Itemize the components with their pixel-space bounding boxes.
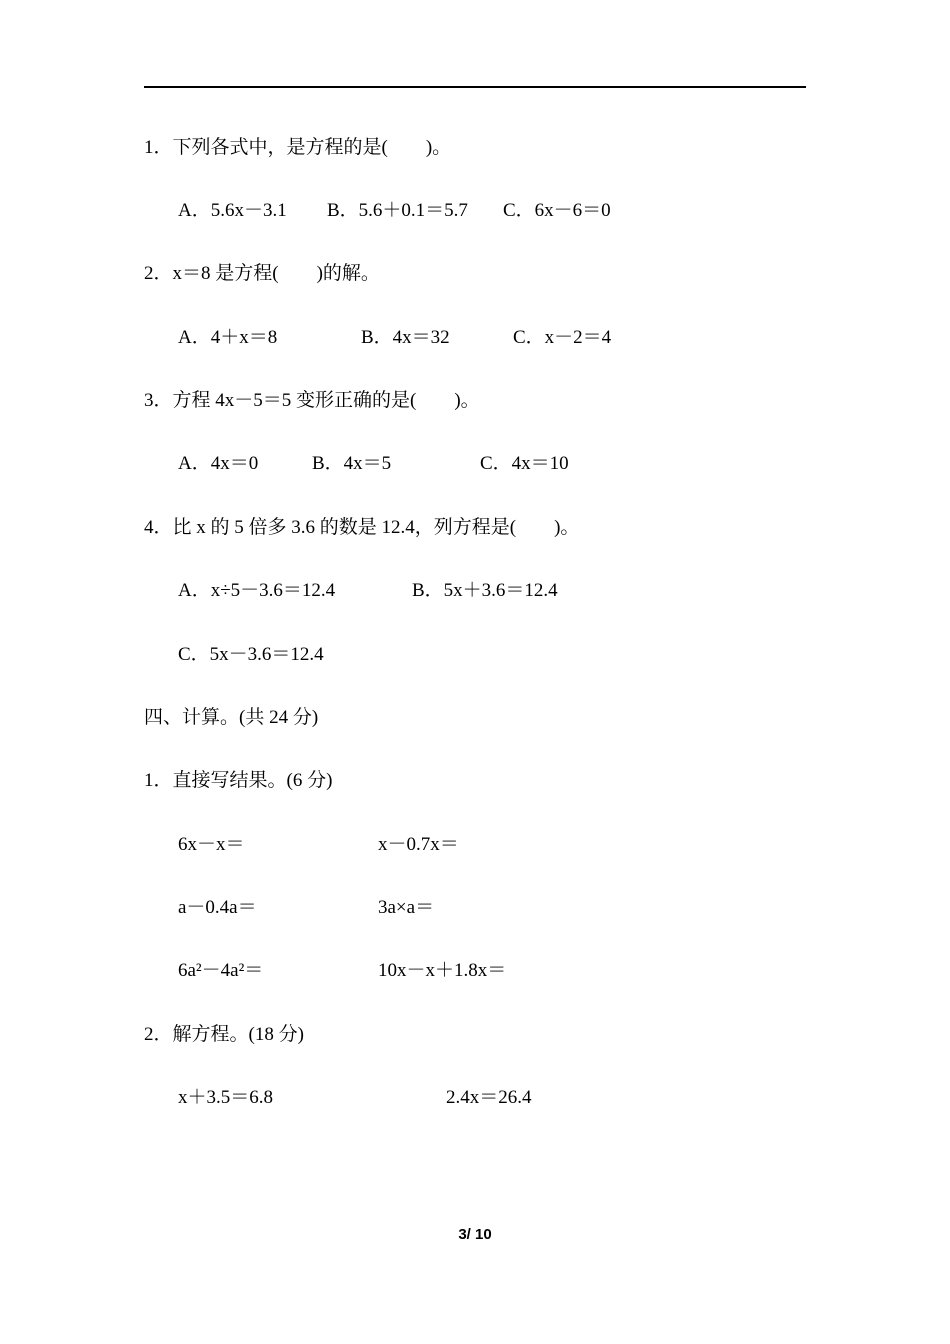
section-title: 四、计算。(共 24 分) [144, 707, 319, 728]
q4-option-b: B．5x＋3.6＝12.4 [412, 580, 558, 601]
header-rule [144, 86, 806, 88]
q4-option-a: A．x÷5－3.6＝12.4 [178, 580, 336, 601]
q3-stem: 3．方程 4x－5＝5 变形正确的是( )。 [144, 390, 480, 411]
calc-item: x－0.7x＝ [378, 834, 459, 855]
part1-title: 1．直接写结果。(6 分) [144, 770, 333, 791]
calc-item: 3a×a＝ [378, 897, 435, 918]
q4-option-c: C．5x－3.6＝12.4 [178, 644, 324, 665]
equation-item: 2.4x＝26.4 [446, 1087, 532, 1108]
q1-option-c: C．6x－6＝0 [503, 200, 611, 221]
q2-option-b: B．4x＝32 [361, 327, 450, 348]
calc-item: a－0.4a＝ [178, 897, 257, 918]
q1-option-a: A．5.6x－3.1 [178, 200, 287, 221]
part2-title: 2．解方程。(18 分) [144, 1024, 304, 1045]
calc-item: 6a²－4a²＝ [178, 960, 264, 981]
q2-option-c: C．x－2＝4 [513, 327, 612, 348]
q1-stem: 1．下列各式中，是方程的是( )。 [144, 137, 452, 158]
q1-option-b: B．5.6＋0.1＝5.7 [327, 200, 468, 221]
q3-option-c: C．4x＝10 [480, 453, 569, 474]
q2-stem: 2．x＝8 是方程( )的解。 [144, 263, 380, 284]
q3-option-a: A．4x＝0 [178, 453, 259, 474]
q4-stem: 4．比 x 的 5 倍多 3.6 的数是 12.4，列方程是( )。 [144, 517, 580, 538]
q3-option-b: B．4x＝5 [312, 453, 392, 474]
page-number: 3/ 10 [458, 1226, 492, 1243]
equation-item: x＋3.5＝6.8 [178, 1087, 274, 1108]
calc-item: 10x－x＋1.8x＝ [378, 960, 507, 981]
q2-option-a: A．4＋x＝8 [178, 327, 278, 348]
calc-item: 6x－x＝ [178, 834, 245, 855]
